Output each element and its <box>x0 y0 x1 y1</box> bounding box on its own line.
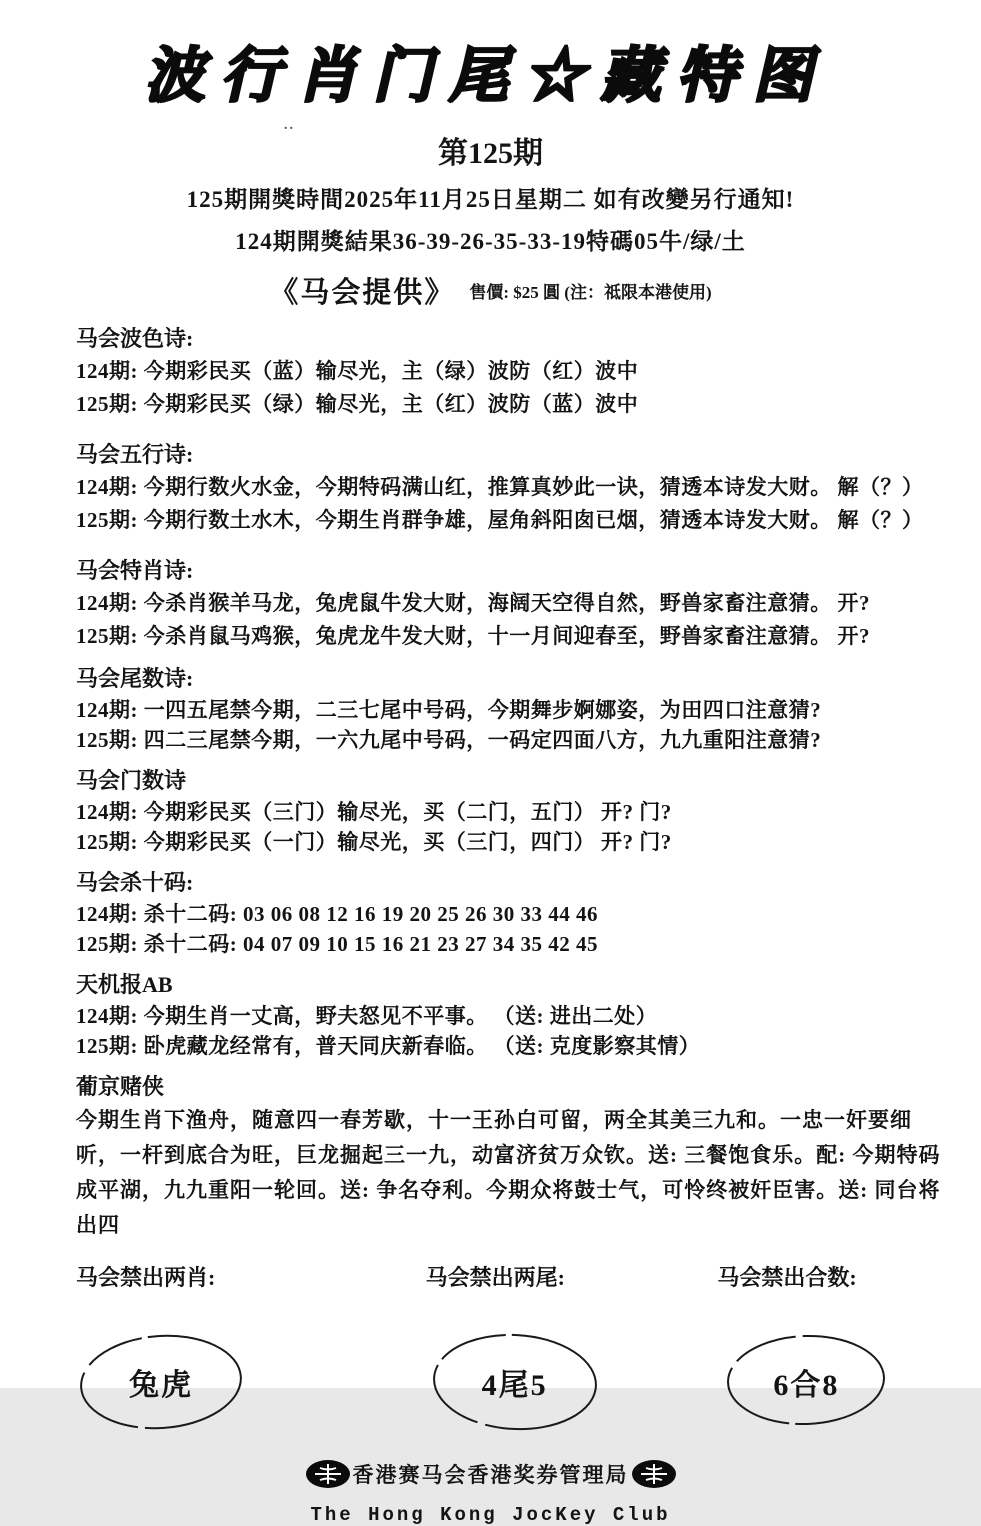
section-header: 马会门数诗 <box>76 768 187 793</box>
poem-line: 125期: 今期彩民买（绿）输尽光，主（红）波防（蓝）波中 <box>76 392 639 416</box>
jockey-club-seal-icon <box>305 1458 351 1490</box>
provider-row <box>0 270 981 311</box>
section-tail-number-poem <box>76 663 943 755</box>
ban-sum-number <box>651 1261 939 1432</box>
content <box>0 323 981 1243</box>
section-zodiac-poem <box>76 555 943 653</box>
section-header: 马会尾数诗: <box>76 666 194 691</box>
footer-org-row <box>0 1458 981 1490</box>
section-header: 马会特肖诗: <box>76 558 194 583</box>
section-pujing-gambler <box>76 1071 943 1243</box>
poem-line: 124期: 今杀肖猴羊马龙，兔虎鼠牛发大财，海阔天空得自然，野兽家畜注意猜。 开? <box>76 591 870 615</box>
ban-value: 4尾5 <box>481 1369 548 1402</box>
ban-two-zodiac <box>76 1261 364 1432</box>
poem-paragraph: 今期生肖下渔舟，随意四一春芳歇，十一王孙白可留，两全其美三九和。一忠一奸要细听，一杆到底合为旺，巨龙掘起三一九，动富济贫万众钦。送: 三餐饱食乐。配: 今期特码成平湖，九九重阳一轮回。送: 争名夺利。今期众将鼓士气，可怜终被奸臣害。送: 同台将出四 <box>76 1108 941 1237</box>
section-wave-color-poem <box>76 323 943 421</box>
ban-value: 兔虎 <box>129 1369 193 1402</box>
provider-price-note: 售價: $25 圓 (注：祗限本港使用) <box>469 283 712 302</box>
section-five-element-poem <box>76 439 943 537</box>
jockey-club-seal-icon <box>631 1458 677 1490</box>
code-line: 124期: 杀十二码: 03 06 08 12 16 19 20 25 26 30 33 44 46 <box>76 902 598 926</box>
ban-oval <box>430 1332 600 1432</box>
code-line: 125期: 杀十二码: 04 07 09 10 15 16 21 23 27 34 35 42 45 <box>76 932 598 956</box>
ban-oval <box>76 1332 246 1432</box>
poem-line: 124期: 今期行数火水金，今期特码满山红，推算真妙此一诀，猜透本诗发大财。 解（？） <box>76 475 924 499</box>
provider-title: 《马会提供》 <box>269 277 456 309</box>
poem-line: 125期: 今期行数土水木，今期生肖群争雄，屋角斜阳囱已烟，猜透本诗发大财。 解（？） <box>76 508 924 532</box>
poem-line: 124期: 今期生肖一丈高，野夫怒见不平事。 （送: 进出二处） <box>76 1004 658 1028</box>
poem-line: 124期: 今期彩民买（蓝）输尽光，主（绿）波防（红）波中 <box>76 359 639 383</box>
masthead <box>0 26 981 126</box>
ban-label: 马会禁出两尾: <box>425 1265 565 1290</box>
issue-number: 第125期 <box>438 137 543 170</box>
poem-line: 125期: 今期彩民买（一门）输尽光，买（三门，四门） 开? 门? <box>76 830 672 854</box>
scan-noise-dots: .. <box>284 118 295 133</box>
footer-org-english: The Hong Kong JocKey Club <box>310 1504 671 1526</box>
section-header: 葡京赌侠 <box>76 1074 165 1099</box>
poem-line: 124期: 今期彩民买（三门）输尽光，买（二门，五门） 开? 门? <box>76 800 672 824</box>
section-gate-number-poem <box>76 765 943 857</box>
ban-value: 6合8 <box>773 1369 840 1402</box>
footer-org-chinese: 香港赛马会香港奖券管理局 <box>352 1463 629 1487</box>
section-tianji-report <box>76 969 943 1061</box>
ban-label: 马会禁出合数: <box>717 1265 857 1290</box>
poem-line: 125期: 卧虎藏龙经常有，普天同庆新春临。 （送: 克度影察其情） <box>76 1034 701 1058</box>
ban-oval <box>721 1332 891 1432</box>
previous-draw-result: 124期開獎結果36-39-26-35-33-19特碼05牛/绿/土 <box>235 229 746 254</box>
section-kill-ten-codes <box>76 867 943 959</box>
draw-time-notice: 125期開獎時間2025年11月25日星期二 如有改變另行通知! <box>186 187 795 212</box>
poem-line: 125期: 四二三尾禁今期，一六九尾中号码，一码定四面八方，九九重阳注意猜? <box>76 728 822 752</box>
section-header: 天机报AB <box>76 972 173 997</box>
section-header: 马会波色诗: <box>76 326 194 351</box>
section-header: 马会五行诗: <box>76 442 194 467</box>
footer <box>0 1458 981 1526</box>
poem-line: 124期: 一四五尾禁今期，二三七尾中号码，今期舞步婀娜姿，为田四口注意猜? <box>76 698 822 722</box>
banned-picks-row <box>0 1261 981 1432</box>
poem-line: 125期: 今杀肖鼠马鸡猴，兔虎龙牛发大财，十一月间迎春至，野兽家畜注意猜。 开? <box>76 624 870 648</box>
section-header: 马会杀十码: <box>76 870 194 895</box>
ban-two-tails <box>364 1261 652 1432</box>
ban-label: 马会禁出两肖: <box>76 1265 216 1290</box>
page-title: 波行肖门尾☆藏特图 <box>140 43 841 109</box>
